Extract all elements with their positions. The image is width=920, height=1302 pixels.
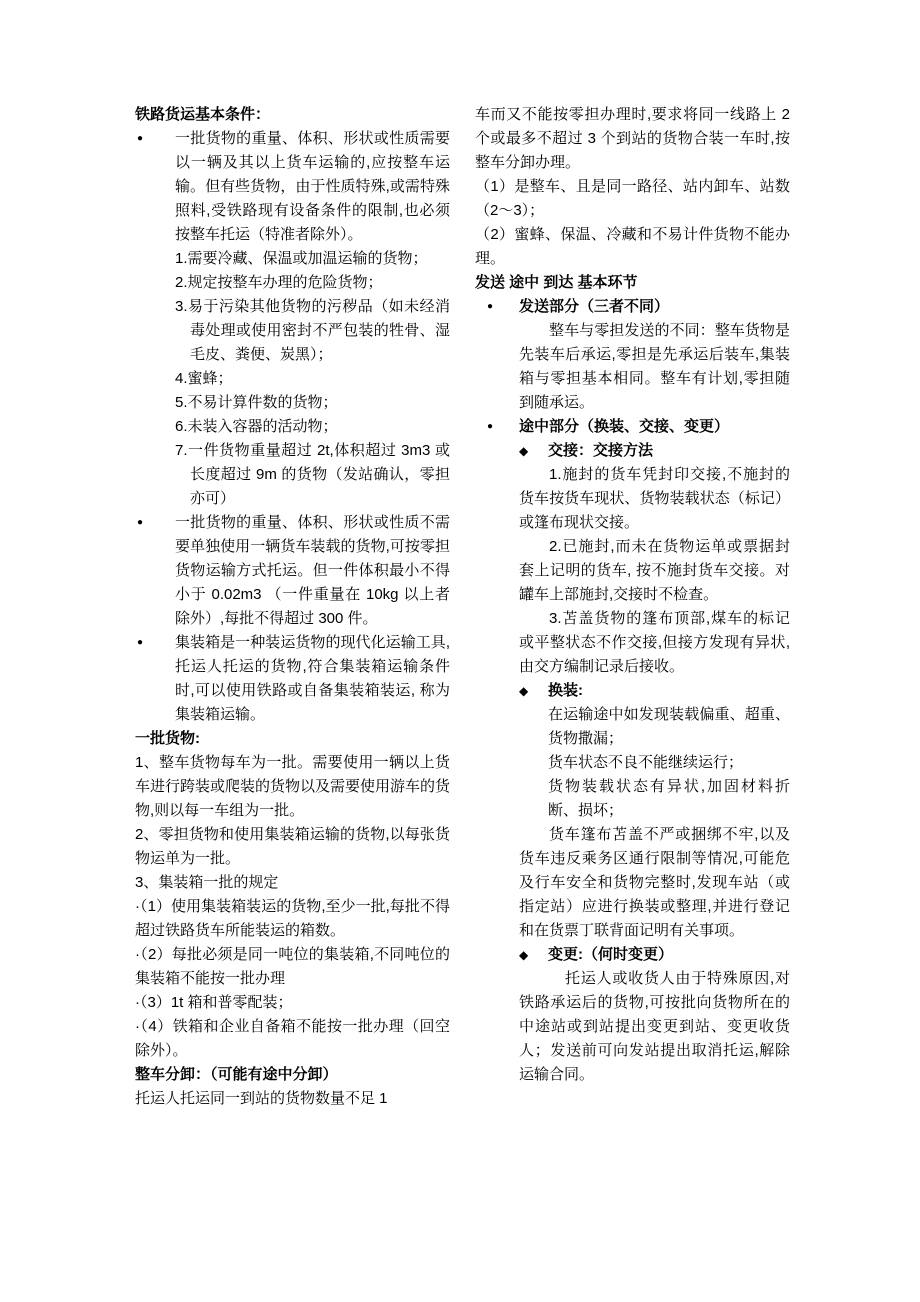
paragraph-text: 途中部分（换装、交接、变更）: [519, 418, 730, 435]
numbered-item: 3.易于污染其他货物的污秽品（如未经消毒处理或使用密封不严包装的牲骨、湿毛皮、粪便、炭黑）；: [175, 298, 450, 363]
diamond-item: [519, 679, 790, 703]
numbered-item: 5.不易计算件数的货物；: [175, 394, 338, 411]
indented-paragraph: 货车篷布苫盖不严或捆绑不牢,以及货车违反乘务区通行限制等情况,可能危及行车安全和货物完整时,发现车站（或指定站）应进行换装或整理,并进行登记和在货票丁联背面记明有关事项。: [519, 826, 790, 939]
paragraph-text: 一批货物的重量、体积、形状或性质需要以一辆及其以上货车运输的,应按整车运输。但有些货物，由于性质特殊,或需特殊照料,受铁路现有设备条件的限制,也必须按整车托运（特准者除外）。: [175, 130, 450, 243]
paragraph: 托运人托运同一到站的货物数量不足 1: [135, 1090, 388, 1107]
diamond-icon: ◆: [519, 948, 529, 962]
right-column: [475, 103, 790, 1111]
bullet-icon: ●: [487, 421, 494, 432]
paragraph-text: 一批货物的重量、体积、形状或性质不需要单独使用一辆货车装载的货物,可按零担货物运输方式托运。但一件体积最小不得小于 0.02m3 （一件重量在 10kg 以上者除外）,每批不得超过 300 件。: [175, 514, 450, 627]
bullet-item: [475, 415, 790, 439]
paragraph: ·（3）1t 箱和普零配装；: [135, 994, 293, 1011]
bullet-icon: ●: [137, 517, 144, 528]
document-content: [135, 103, 790, 1111]
diamond-item: [519, 943, 790, 967]
numbered-item: 2.规定按整车办理的危险货物；: [175, 274, 383, 291]
paragraph: ·（1）使用集装箱装运的货物,至少一批,每批不得超过铁路货车所能装运的箱数。: [135, 898, 450, 939]
bullet-item: [135, 511, 450, 631]
paragraph: 2、零担货物和使用集装箱运输的货物,以每张货物运单为一批。: [135, 826, 450, 867]
bullet-icon: ●: [137, 133, 144, 144]
indented-paragraph: 货物装载状态有异状,加固材料折断、损坏；: [548, 778, 790, 819]
indented-paragraph: 1.施封的货车凭封印交接,不施封的货车按货车现状、货物装载状态（标记）或篷布现状交接。: [519, 466, 790, 531]
paragraph: ·（4）铁箱和企业自备箱不能按一批办理（回空除外）。: [135, 1018, 450, 1059]
paragraph-text: 换装:: [548, 682, 583, 699]
indented-paragraph: 2.已施封,而未在货物运单或票据封套上记明的货车, 按不施封货车交接。对罐车上部施封,交接时不检查。: [519, 538, 790, 603]
numbered-item: 1.需要冷藏、保温或加温运输的货物；: [175, 250, 428, 267]
diamond-item: [519, 439, 790, 463]
paragraph: （1）是整车、且是同一路径、站内卸车、站数（2～3）；: [475, 178, 790, 219]
diamond-icon: ◆: [519, 684, 529, 698]
numbered-item: 4.蜜蜂；: [175, 370, 233, 387]
indented-paragraph: 3.苫盖货物的篷布顶部,煤车的标记或平整状态不作交接,但接方发现有异状,由交方编制记录后接收。: [519, 610, 790, 675]
bullet-item: [135, 631, 450, 727]
section-heading: 一批货物:: [135, 730, 200, 747]
paragraph: 车而又不能按零担办理时,要求将同一线路上 2 个或最多不超过 3 个到站的货物合装一车时,按整车分卸办理。: [475, 106, 790, 171]
bullet-icon: ●: [137, 637, 144, 648]
numbered-item: 6.未装入容器的活动物；: [175, 418, 338, 435]
indented-paragraph: 托运人或收货人由于特殊原因,对铁路承运后的货物,可按批向货物所在的中途站或到站提出变更到站、变更收货人；发送前可向发站提出取消托运,解除运输合同。: [519, 970, 790, 1083]
bullet-item: [135, 127, 450, 247]
paragraph: 3、集装箱一批的规定: [135, 874, 279, 891]
section-heading: 整车分卸：（可能有途中分卸）: [135, 1066, 338, 1083]
paragraph: （2）蜜蜂、保温、冷藏和不易计件货物不能办理。: [475, 226, 790, 267]
paragraph-text: 交接：交接方法: [548, 442, 654, 459]
left-column: [135, 103, 450, 1111]
numbered-item: 7.一件货物重量超过 2t,体积超过 3m3 或长度超过 9m 的货物（发站确认，零担亦可）: [175, 442, 450, 507]
paragraph-text: 发送部分（三者不同）: [519, 298, 670, 315]
bullet-item: [475, 295, 790, 319]
paragraph-text: 变更:（何时变更）: [548, 946, 673, 963]
indented-paragraph: 在运输途中如发现装载偏重、超重、货物撒漏；: [548, 706, 790, 747]
paragraph-text: 集装箱是一种装运货物的现代化运输工具,托运人托运的货物,符合集装箱运输条件时,可以使用铁路或自备集装箱装运, 称为集装箱运输。: [175, 634, 450, 723]
indented-paragraph: 整车与零担发送的不同：整车货物是先装车后承运,零担是先承运后装车,集装箱与零担基本相同。整车有计划,零担随到随承运。: [519, 322, 790, 411]
paragraph: 1、整车货物每车为一批。需要使用一辆以上货车进行跨装或爬装的货物以及需要使用游车的货物,则以每一车组为一批。: [135, 754, 451, 819]
bullet-icon: ●: [487, 301, 494, 312]
section-heading: 发送 途中 到达 基本环节: [475, 274, 638, 291]
indented-paragraph: 货车状态不良不能继续运行；: [548, 754, 744, 771]
section-heading: 铁路货运基本条件：: [135, 106, 271, 123]
diamond-icon: ◆: [519, 444, 529, 458]
paragraph: ·（2）每批必须是同一吨位的集装箱,不同吨位的集装箱不能按一批办理: [135, 946, 450, 987]
